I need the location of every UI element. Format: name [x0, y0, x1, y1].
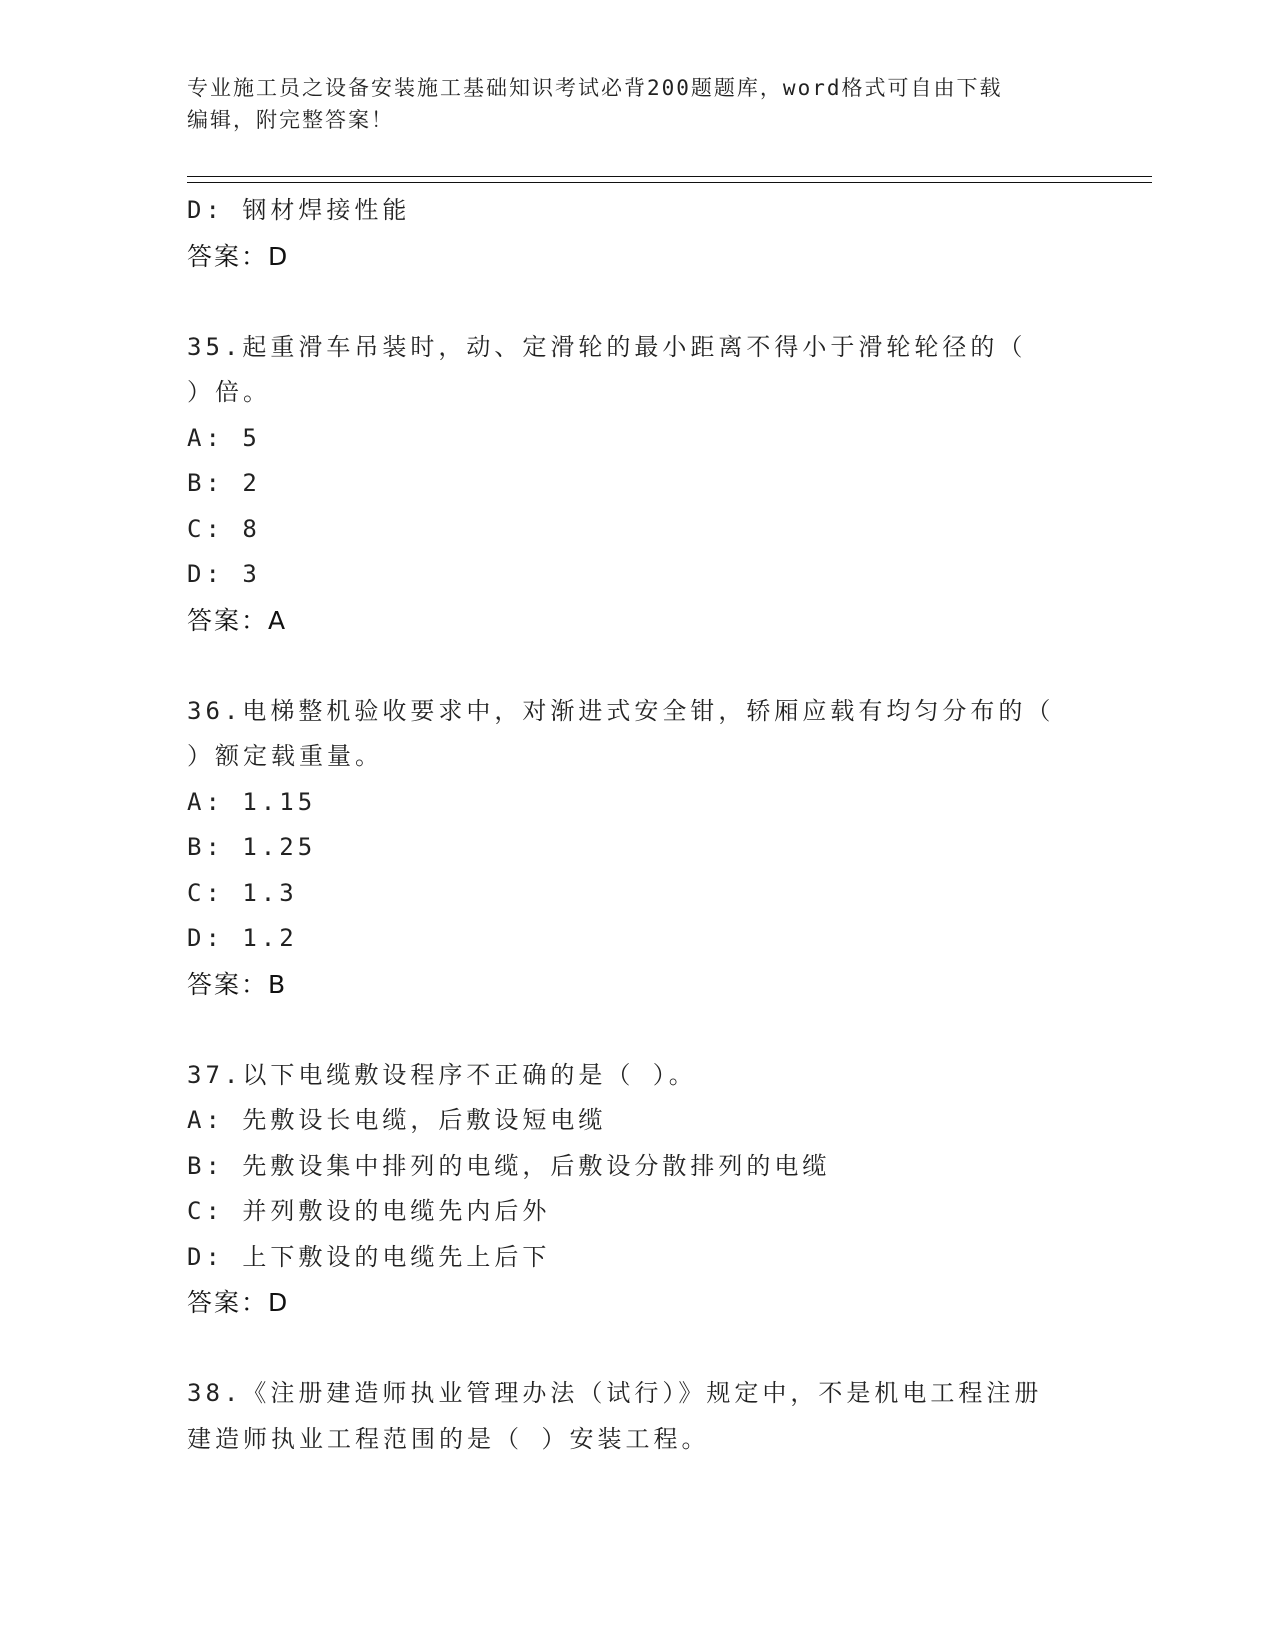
spacer — [187, 643, 1087, 689]
question-37 — [187, 1053, 1087, 1326]
option-a: A: 1.15 — [187, 787, 317, 816]
header-rule-bottom — [187, 182, 1152, 183]
header-rule-top — [187, 176, 1152, 177]
header-line-1: 专业施工员之设备安装施工基础知识考试必背200题题库，word格式可自由下载 — [187, 76, 1003, 100]
option-c: C: 8 — [187, 514, 261, 543]
question-34 — [187, 188, 1087, 279]
option-b: B: 1.25 — [187, 833, 317, 861]
option-d: D: 3 — [187, 560, 261, 588]
question-36 — [187, 689, 1087, 1008]
spacer — [187, 1007, 1087, 1053]
question-stem-line-1: 36.电梯整机验收要求中，对渐进式安全钳，轿厢应载有均匀分布的（ — [187, 696, 1055, 725]
option-a: A: 5 — [187, 423, 261, 452]
question-stem-line-2: ）额定载重量。 — [187, 742, 383, 770]
option-c: C: 1.3 — [187, 878, 298, 907]
option-d: D: 上下敷设的电缆先上后下 — [187, 1242, 551, 1271]
answer: 答案：A — [187, 605, 288, 635]
spacer — [187, 279, 1087, 325]
question-stem-line-2: ）倍。 — [187, 378, 271, 406]
header-line-2: 编辑，附完整答案！ — [187, 108, 394, 132]
option-c: C: 并列敷设的电缆先内后外 — [187, 1197, 551, 1225]
question-stem-line-1: 37.以下电缆敷设程序不正确的是（ ）。 — [187, 1060, 697, 1089]
option-d: D: 钢材焊接性能 — [187, 196, 411, 224]
question-list — [187, 188, 1087, 1462]
option-b: B: 先敷设集中排列的电缆，后敷设分散排列的电缆 — [187, 1151, 831, 1180]
spacer — [187, 1326, 1087, 1372]
question-stem-line-1: 35.起重滑车吊装时，动、定滑轮的最小距离不得小于滑轮轮径的（ — [187, 332, 1027, 361]
question-stem-line-2: 建造师执业工程范围的是（ ）安装工程。 — [187, 1424, 710, 1453]
question-35 — [187, 325, 1087, 644]
answer: 答案：D — [187, 241, 290, 271]
question-38 — [187, 1371, 1087, 1462]
option-b: B: 2 — [187, 469, 261, 497]
question-stem-line-1: 38.《注册建造师执业管理办法（试行）》规定中，不是机电工程注册 — [187, 1379, 1043, 1407]
answer: 答案：B — [187, 969, 288, 999]
option-d: D: 1.2 — [187, 924, 298, 952]
answer: 答案：D — [187, 1288, 290, 1317]
document-header — [187, 72, 1087, 136]
option-a: A: 先敷设长电缆，后敷设短电缆 — [187, 1106, 607, 1134]
